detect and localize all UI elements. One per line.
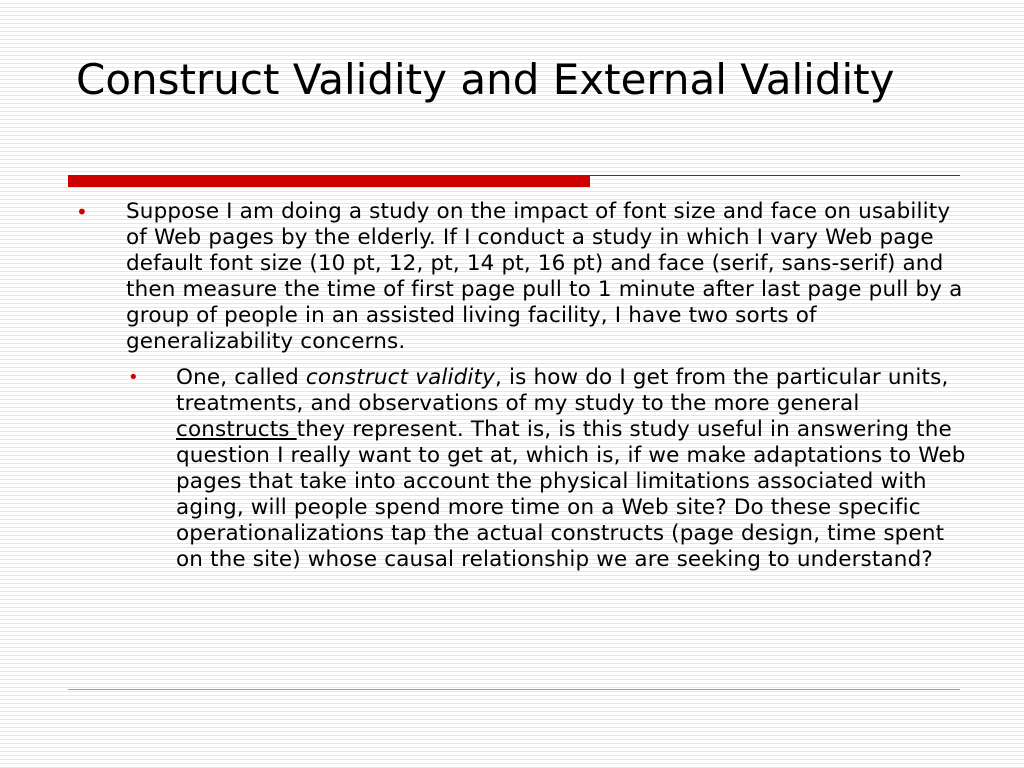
bullet-text: Suppose I am doing a study on the impact of font size and face on usability of Web pages by the elderly. If I conduct a study in which I vary Web page default font size (10 pt, 12, pt, 14 pt, 16 pt) and face (serif, sans-serif) and then measure the time of first page pull to 1 minute after last page pull by a group of people in an assisted living facility, I have two sorts of generalizability concerns.: [126, 199, 963, 354]
sub-bullet-text-part2: , is how do I get from the particular units, treatments, and observations of my study to the more general: [176, 365, 949, 416]
constructs-term: constructs: [176, 417, 297, 442]
construct-validity-term: construct validity: [305, 365, 496, 390]
title-underline-accent: [68, 176, 590, 187]
sub-bullet-text-part3: they represent. That is, is this study useful in answering the question I really want to get at, which is, if we make adaptations to Web pages that take into account the physical limitations associated with aging, will people spend more time on a Web site? Do these specific operationalizations tap the actual constructs (page design, time spent on the site) whose causal relationship we are seeking to understand?: [176, 417, 966, 572]
bullet-dot-icon: •: [128, 367, 139, 388]
sub-bullet-item: [76, 365, 976, 573]
bullet-dot-icon: •: [76, 200, 88, 224]
sub-bullet-text-part1: One, called: [176, 365, 306, 390]
bullet-item: [76, 199, 968, 355]
slide-title: Construct Validity and External Validity: [76, 55, 895, 104]
footer-divider: [68, 689, 960, 690]
slide-body: [76, 199, 976, 573]
